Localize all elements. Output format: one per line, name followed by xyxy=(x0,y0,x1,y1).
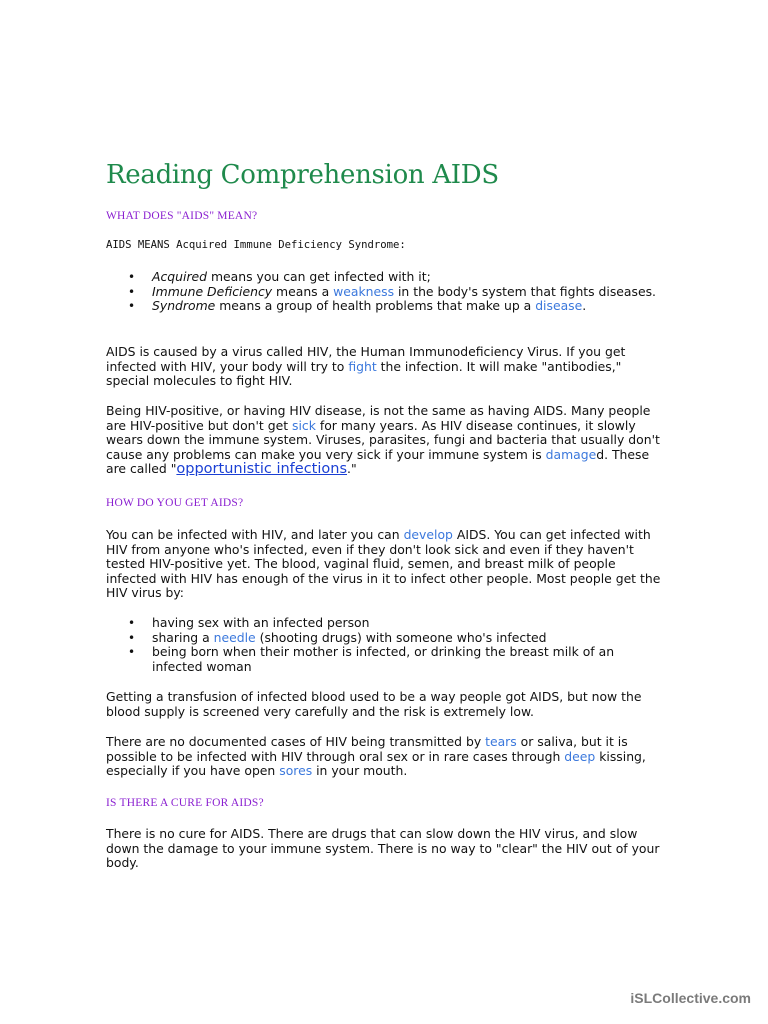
paragraph-text: or saliva, but it is possible to be infected with HIV through oral sex or in rare cases through xyxy=(106,734,628,764)
transmission-list xyxy=(106,616,662,674)
list-item-text: means you can get infected with it; xyxy=(207,269,431,284)
watermark: iSLCollective.com xyxy=(630,990,751,1006)
link-tears[interactable]: tears xyxy=(485,734,517,749)
list-item xyxy=(106,299,662,314)
list-item: • being born when their mother is infected, or drinking the breast milk of an infected woman xyxy=(106,645,662,674)
paragraph-text: AIDS is caused by a virus called HIV, the Human Immunodeficiency Virus. If you get infected with HIV, your body will try to xyxy=(106,344,626,374)
paragraph-text: d. These are called " xyxy=(106,446,650,477)
list-item-text: means a group of health problems that make up a xyxy=(215,298,536,314)
term-immune-deficiency: Immune Deficiency xyxy=(152,283,273,299)
aids-definition: AIDS MEANS Acquired Immune Deficiency Syndrome: xyxy=(106,239,406,251)
list-item-text: . xyxy=(582,298,587,314)
paragraph-hiv-positive xyxy=(106,404,662,477)
list-item xyxy=(106,631,662,646)
link-deep[interactable]: deep xyxy=(564,748,596,764)
list-item-text: means a xyxy=(272,283,334,299)
paragraph-transfusion: Getting a transfusion of infected blood used to be a way people got AIDS, but now the blood supply is screened very carefully and the risk is extremely low. xyxy=(106,689,642,719)
list-item xyxy=(106,285,662,300)
paragraph-text: Being HIV-positive, or having HIV disease, is not the same as having AIDS. Many people are HIV-positive but don't get xyxy=(106,403,651,433)
list-item-text: in the body's system that fights diseases. xyxy=(394,283,656,299)
link-disease[interactable]: disease xyxy=(535,298,583,314)
paragraph-text: in your mouth. xyxy=(312,763,408,779)
paragraph-text: for many years. As HIV disease continues, it slowly wears down the immune system. Viruses, parasites, fungi and bacteria that usually don't cause any problems can make you very sick if your immune system is xyxy=(106,417,660,462)
definition-list xyxy=(106,270,662,314)
paragraph-text: kissing, especially if you have open xyxy=(106,748,646,779)
section-heading-what: WHAT DOES "AIDS" MEAN? xyxy=(106,210,258,222)
paragraph-hiv-cause xyxy=(106,345,662,389)
paragraph-saliva xyxy=(106,735,662,779)
paragraph-text: There are no documented cases of HIV being transmitted by xyxy=(106,734,486,749)
link-sick[interactable]: sick xyxy=(292,417,316,433)
paragraph-text: ." xyxy=(347,461,357,477)
paragraph-infection xyxy=(106,528,662,601)
list-item-text: (shooting drugs) with someone who's infected xyxy=(255,629,547,645)
paragraph-text: AIDS. You can get infected with HIV from anyone who's infected, even if they don't look sick and even if they haven't tested HIV-positive yet. The blood, vaginal fluid, semen, and breast milk of people infected with HIV has enough of the virus in it to infect other people. Most people get the HIV virus by: xyxy=(106,527,661,601)
term-acquired: Acquired xyxy=(152,269,208,284)
link-fight[interactable]: fight xyxy=(348,358,377,374)
link-sores[interactable]: sores xyxy=(279,763,313,779)
list-item: • having sex with an infected person xyxy=(106,616,662,631)
paragraph-text: the infection. It will make "antibodies," special molecules to fight HIV. xyxy=(106,358,622,389)
list-item-text: sharing a xyxy=(152,629,214,645)
paragraph-cure: There is no cure for AIDS. There are drugs that can slow down the HIV virus, and slow down the damage to your immune system. There is no way to "clear" the HIV out of your body. xyxy=(106,826,660,871)
section-heading-cure: IS THERE A CURE FOR AIDS? xyxy=(106,797,264,809)
link-opportunistic-infections[interactable]: opportunistic infections xyxy=(176,461,348,478)
section-heading-how: HOW DO YOU GET AIDS? xyxy=(106,497,244,509)
paragraph-text: You can be infected with HIV, and later you can xyxy=(106,527,404,542)
link-damage[interactable]: damage xyxy=(545,446,597,462)
link-weakness[interactable]: weakness xyxy=(333,283,395,299)
list-item xyxy=(106,270,662,285)
link-needle[interactable]: needle xyxy=(213,629,256,645)
page-title: Reading Comprehension AIDS xyxy=(106,160,499,190)
link-develop[interactable]: develop xyxy=(403,527,453,542)
term-syndrome: Syndrome xyxy=(152,298,216,314)
